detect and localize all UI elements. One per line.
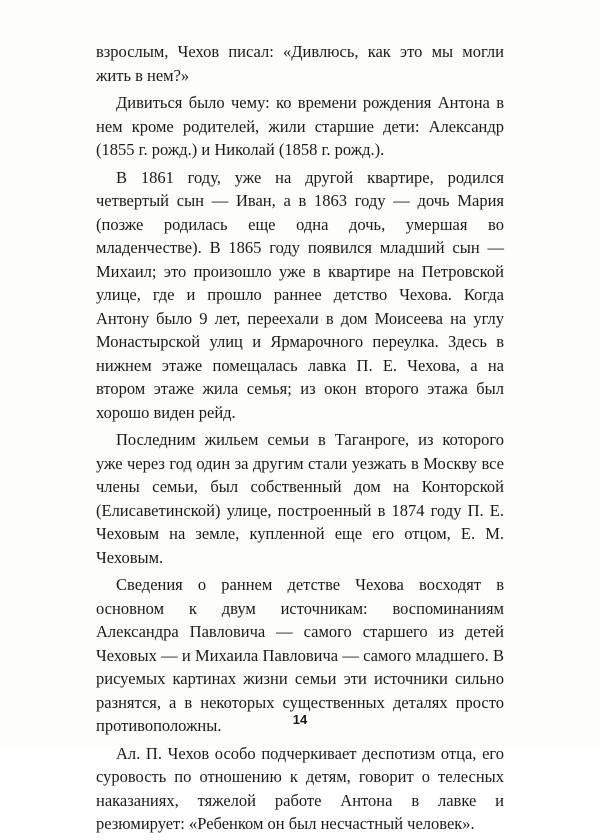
paragraph: Ал. П. Чехов особо подчеркивает деспотизм отца, его суровость по отношению к детям, говорит о телесных наказаниях, тяжелой работе Антона в лавке и резюмирует: «Ребенком он был несчастный человек». bbox=[96, 743, 504, 833]
paragraph: В 1861 году, уже на другой квартире, родился четвертый сын — Иван, а в 1863 году — дочь Мария (позже родилась еще одна дочь, умершая во младенчестве). В 1865 году появился младший сын — Михаил; это произошло уже в квартире на Петровской улице, где и прошло раннее детство Чехова. Когда Антону было 9 лет, переехали в дом Моисеева на углу Монастырской улиц и Ярмарочного переулка. Здесь в нижнем этаже помещалась лавка П. Е. Чехова, а на втором этаже жила семья; из окон второго этажа был хорошо виден рейд. bbox=[96, 167, 504, 422]
page-number: 14 bbox=[292, 712, 308, 727]
paragraph: Сведения о раннем детстве Чехова восходят в основном к двум источникам: воспоминаниям Александра Павловича — самого старшего из детей Чеховых — и Михаила Павловича — самого младшего. В рисуемых картинах жизни семьи эти источники сильно разнятся, а в некоторых существенных деталях просто противоположны. bbox=[96, 575, 504, 735]
paragraph: взрослым, Чехов писал: «Дивлюсь, как это мы могли жить в нем?» bbox=[96, 42, 504, 85]
paragraph: Последним жильем семьи в Таганроге, из которого уже через год один за другим стали уезжать в Москву все члены семьи, был собственный дом на Конторской (Елисаветинской) улице, построенный в 1874 году П. Е. Чеховым на земле, купленной еще его отцом, Е. М. Чеховым. bbox=[96, 430, 504, 567]
paragraph: Дивиться было чему: ко времени рождения Антона в нем кроме родителей, жили старшие дети: Александр (1855 г. рожд.) и Николай (1858 г. рожд.). bbox=[96, 93, 504, 159]
